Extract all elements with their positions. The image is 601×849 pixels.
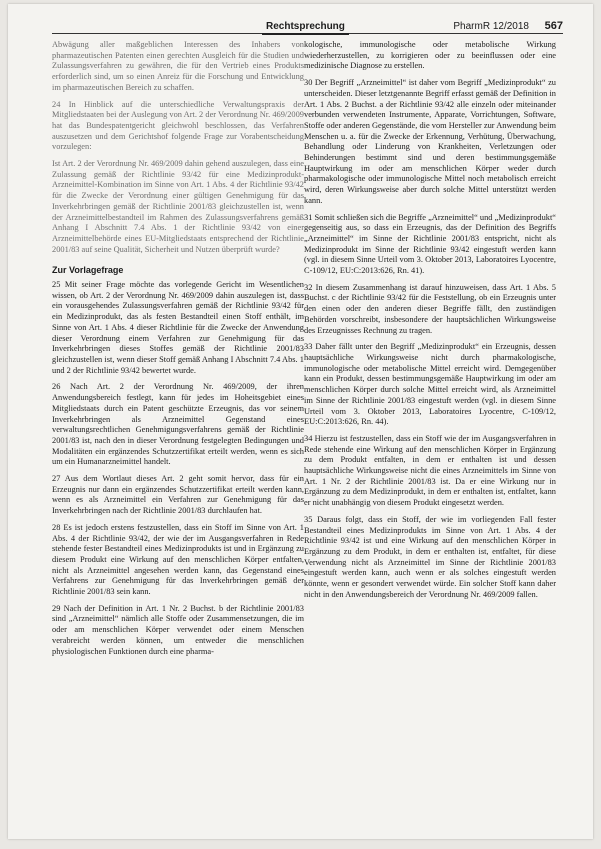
paragraph-24: 24 In Hinblick auf die unterschiedliche Verwaltungspraxis der Mitgliedstaaten bei der Auslegung von Art. 2 der Verordnung Nr. 469/2009 hat das Bundespatentgericht gleichwohl beschlossen, das Verfahren auszusetzen und dem Gerichtshof folgende Frage zur Vorabentscheidung vorzulegen: [52, 99, 304, 152]
paragraph-30: 30 Der Begriff „Arzneimittel“ ist daher vom Begriff „Medizinprodukt“ zu unterscheiden. Dieser letztgenannte Begriff erfasst gemäß der Definition in Art. 1 Abs. 2 Buchst. a der Richtlinie 93/42 alle einzeln oder miteinander verbunden verwendeten Instrumente, Apparate, Vorrichtungen, Software, Stoffe oder anderen Gegenstände, die vom Hersteller zur Anwendung beim Menschen u. a. für die Zwecke der Erkennung, Verhütung, Überwachung, Behandlung oder Linderung von Krankheiten, Verletzungen oder Behinderungen bestimmt sind und deren bestimmungsgemäße Hauptwirkung im oder am menschlichen Körper weder durch pharmakologische oder immunologische Mittel noch metabolisch erreicht wird, deren Wirkungsweise aber durch solche Mittel unterstützt werden kann. [304, 78, 556, 205]
paragraph-33: 33 Daher fällt unter den Begriff „Medizinprodukt“ ein Erzeugnis, dessen hauptsächliche Wirkungsweise nicht durch pharmakologische, immunologische oder metabolische Mittel erreicht wird. Demgegenüber kann ein Produkt, dessen bestimmungsgemäße Hauptwirkung im oder am menschlichen Körper durch solche Mittel erreicht wird, als Arzneimittel im Sinne der Richtlinie 2001/83 eingestuft werden (vgl. in diesem Sinne Urteil vom 3. Oktober 2013, Laboratoires Lyocentre, C-109/12, EU:C:2013:626, Rn. 44). [304, 342, 556, 427]
document-page [8, 4, 593, 839]
paragraph-continued: kologische, immunologische oder metabolische Wirkung wiederherzustellen, zu korrigieren oder zu beeinflussen oder eine medizinische Diagnose zu erstellen. [304, 40, 556, 71]
page-header [8, 14, 593, 36]
page-number: 567 [544, 20, 563, 32]
paragraph-32: 32 In diesem Zusammenhang ist darauf hinzuweisen, dass Art. 1 Abs. 5 Buchst. c der Richtlinie 93/42 für die Feststellung, ob ein Erzeugnis unter den einen oder den anderen dieser Begriffe fällt, den zuständigen Behörden vorschreibt, insbesondere der hauptsächlichen Wirkungsweise des Erzeugnisses Rechnung zu tragen. [304, 282, 556, 335]
section-title: Rechtsprechung [262, 21, 349, 35]
paragraph-28: 28 Es ist jedoch erstens festzustellen, dass ein Stoff im Sinne von Art. 1 Abs. 4 der Richtlinie 93/42, der wie der im Ausgangsverfahren in Rede stehende fester Bestandteil eines Medizinprodukts ist und in Ergänzung zu diesem Produkt eine Wirkung auf den menschlichen Körper entfalten, nicht als Arzneimittel angesehen werden kann, das Gegenstand eines Verfahrens zur Genehmigung für das Inverkehrbringen gemäß der Richtlinie 2001/83 sein kann. [52, 522, 304, 597]
paragraph-25: 25 Mit seiner Frage möchte das vorlegende Gericht im Wesentlichen wissen, ob Art. 2 der Verordnung Nr. 469/2009 dahin auszulegen ist, dass ein vorausgehendes Zulassungsverfahren gemäß der Richtlinie 93/42 für ein Medizinprodukt, das als festen Bestandteil einen Stoff enthält, im Sinne von Art. 1 Abs. 4 dieser Richtlinie für die Zwecke der Anwendung dieser Verordnung einem Verfahren zur Genehmigung für das Inverkehrbringen dieses Stoffes gemäß der Richtlinie 2001/83 gleichzustellen ist, wenn dieser Stoff gemäß Anhang I Abschnitt 7.4 Abs. 1 und 2 der Richtlinie 93/42 bewertet wurde. [52, 280, 304, 375]
right-column [304, 40, 556, 606]
paragraph-27: 27 Aus dem Wortlaut dieses Art. 2 geht somit hervor, dass für ein Erzeugnis nur dann ein ergänzendes Schutzzertifikat erteilt werden kann, wenn es als Arzneimittel ein Verfahren zur Genehmigung für das Inverkehrbringen nach der Richtlinie 2001/83 durchlaufen hat. [52, 474, 304, 516]
paragraph-31: 31 Somit schließen sich die Begriffe „Arzneimittel“ und „Medizinprodukt“ gegenseitig aus, so dass ein Erzeugnis, das der Definition des Begriffs „Arzneimittel“ im Sinne der Richtlinie 2001/83 entspricht, nicht als Medizinprodukt im Sinne der Richtlinie 93/42 eingestuft werden kann (vgl. in diesem Sinne Urteil vom 3. Oktober 2013, Laboratoires Lyocentre, C-109/12, EU:C:2013:626, Rn. 41). [304, 212, 556, 276]
left-column [52, 40, 304, 663]
referred-question: Ist Art. 2 der Verordnung Nr. 469/2009 dahin gehend auszulegen, dass eine Zulassung gemäß der Richtlinie 93/42 für eine Medizinprodukt-Arzneimittel-Kombination im Sinne von Art. 1 Abs. 4 der Richtlinie 93/42 für die Zwecke der Verordnung einer gültigen Genehmigung für das Inverkehrbringen gemäß der Richtlinie 2001/83 gleichzustellen ist, wenn der Arzneimittelbestandteil im Rahmen des Zulassungsverfahrens gemäß Anhang I Abschnitt 7.4 Abs. 1 der Richtlinie 93/42 von einer Arzneimittelbehörde eines EU-Mitgliedstaats entsprechend der Richtlinie 2001/83 auf seine Qualität, Sicherheit und Nutzen überprüft wurde? [52, 159, 304, 254]
journal-issue: PharmR 12/2018 [453, 21, 529, 32]
paragraph-34: 34 Hierzu ist festzustellen, dass ein Stoff wie der im Ausgangsverfahren in Rede stehende eine Wirkung auf den menschlichen Körper in Ergänzung zu dem Produkt entfalten, in dem er enthalten ist und dessen hauptsächliche Wirkungsweise nicht die eines Arzneimittels im Sinne von Art. 1 Nr. 2 der Richtlinie 2001/83 ist. Da er eine Wirkung nur in Ergänzung zu dem Medizinprodukt, in dem er enthalten ist, entfaltet, kann er nicht unabhängig von diesem Produkt eingesetzt werden. [304, 433, 556, 508]
paragraph-29: 29 Nach der Definition in Art. 1 Nr. 2 Buchst. b der Richtlinie 2001/83 sind „Arzneimittel“ nämlich alle Stoffe oder Zusammensetzungen, die im oder am menschlichen Körper verwendet oder einem Menschen verabreicht werden können, um entweder die menschlichen physiologischen Funktionen durch eine pharma- [52, 603, 304, 656]
paragraph-35: 35 Daraus folgt, dass ein Stoff, der wie im vorliegenden Fall fester Bestandteil eines Medizinprodukts im Sinne von Art. 1 Abs. 4 der Richtlinie 93/42 ist und eine Wirkung auf den menschlichen Körper in Ergänzung zu dem Produkt, in dem er enthalten ist, entfaltet, für diese Verwendung nicht als Arzneimittel im Sinne der Richtlinie 2001/83 eingestuft werden kann, auch wenn er als solches eingestuft werden könnte, wenn er gesondert verwendet würde. Ein solcher Stoff kann daher nicht in den Anwendungsbereich der Verordnung Nr. 469/2009 fallen. [304, 514, 556, 599]
paragraph-intro: Abwägung aller maßgeblichen Interessen des Inhabers von pharmazeutischen Patenten einen gerechten Ausgleich für die Studien und Zulassungsverfahren zu gewähren, die für den Vertrieb eines Produkts erforderlich sind, um so einen Anreiz für die Forschung und Entwicklung im pharmazeutischen Bereich zu schaffen. [52, 40, 304, 92]
section-heading: Zur Vorlagefrage [52, 265, 124, 276]
paragraph-26: 26 Nach Art. 2 der Verordnung Nr. 469/2009, der ihren Anwendungsbereich festlegt, kann für jedes im Hoheitsgebiet eines Mitgliedstaats durch ein Patent geschützte Erzeugnis, das vor seinem Inverkehrbringen als Arzneimittel Gegenstand eines verwaltungsrechtlichen Genehmigungsverfahrens gemäß der Richtlinie 2001/83 ist, nach den in dieser Verordnung festgelegten Bedingungen und Modalitäten ein ergänzendes Schutzzertifikat erteilt werden, wenn es sich um ein Humanarzneimittel handelt. [52, 382, 304, 467]
